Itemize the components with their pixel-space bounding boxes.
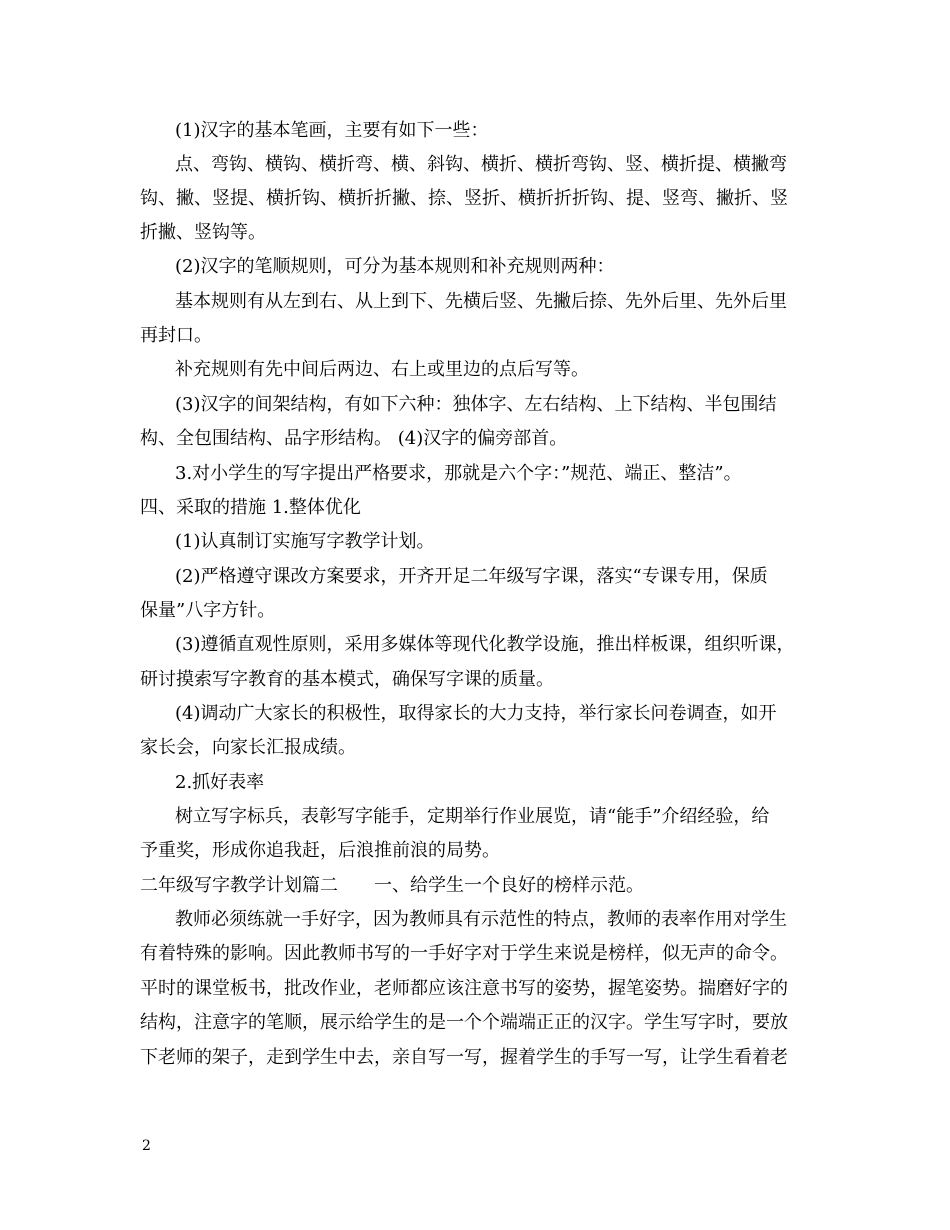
- section-heading: 四、采取的措施 1.整体优化: [140, 497, 361, 518]
- text-line: 研讨摸索写字教育的基本模式，确保写字课的质量。: [140, 669, 554, 690]
- text-line: (3)汉字的间架结构，有如下六种：独体字、左右结构、上下结构、半包围结: [175, 394, 777, 415]
- text-line: (1)认真制订实施写字教学计划。: [175, 531, 435, 552]
- text-line: (1)汉字的基本笔画，主要有如下一些：: [175, 120, 489, 141]
- text-line: 基本规则有从左到右、从上到下、先横后竖、先撇后捺、先外后里、先外后里: [175, 291, 787, 312]
- text-line: 2.抓好表率: [175, 772, 265, 793]
- text-line: 结构，注意字的笔顺，展示给学生的是一个个端端正正的汉字。学生写字时，要放: [140, 1012, 788, 1033]
- text-line: 有着特殊的影响。因此教师书写的一手好字对于学生来说是榜样，似无声的命令。: [140, 943, 788, 964]
- text-line: 平时的课堂板书，批改作业，老师都应该注意书写的姿势，握笔姿势。揣磨好字的: [140, 978, 788, 999]
- text-line: (2)汉字的笔顺规则，可分为基本规则和补充规则两种：: [175, 256, 615, 277]
- text-line: 教师必须练就一手好字，因为教师具有示范性的特点，教师的表率作用对学生: [175, 909, 787, 930]
- section-heading: 二年级写字教学计划篇二 一、给学生一个良好的榜样示范。: [140, 875, 644, 896]
- text-line: 钩、撇、竖提、横折钩、横折折撇、捺、竖折、横折折折钩、提、竖弯、撇折、竖: [140, 188, 788, 209]
- text-line: 构、全包围结构、品字形结构。 (4)汉字的偏旁部首。: [140, 428, 568, 449]
- text-line: 点、弯钩、横钩、横折弯、横、斜钩、横折、横折弯钩、竖、横折提、横撇弯: [175, 154, 787, 175]
- text-line: 予重奖，形成你追我赶，后浪推前浪的局势。: [140, 840, 500, 861]
- text-line: (3)遵循直观性原则，采用多媒体等现代化教学设施，推出样板课，组织听课，: [175, 634, 795, 655]
- text-line: 树立写字标兵，表彰写字能手，定期举行作业展览，请“能手”介绍经验，给: [175, 806, 770, 827]
- text-line: 折撇、竖钩等。: [140, 222, 266, 243]
- text-line: 下老师的架子，走到学生中去，亲自写一写，握着学生的手写一写，让学生看着老: [140, 1047, 788, 1068]
- text-line: (2)严格遵守课改方案要求，开齐开足二年级写字课，落实“专课专用，保质: [175, 566, 768, 587]
- page-number: 2: [142, 1138, 151, 1154]
- text-line: 再封口。: [140, 325, 212, 346]
- text-line: 保量”八字方针。: [140, 600, 276, 621]
- text-line: 补充规则有先中间后两边、右上或里边的点后写等。: [175, 359, 589, 380]
- text-line: (4)调动广大家长的积极性，取得家长的大力支持，举行家长问卷调查，如开: [175, 703, 777, 724]
- text-line: 家长会，向家长汇报成绩。: [140, 737, 356, 758]
- text-line: 3.对小学生的写字提出严格要求，那就是六个字：”规范、端正、整洁”。: [175, 463, 742, 484]
